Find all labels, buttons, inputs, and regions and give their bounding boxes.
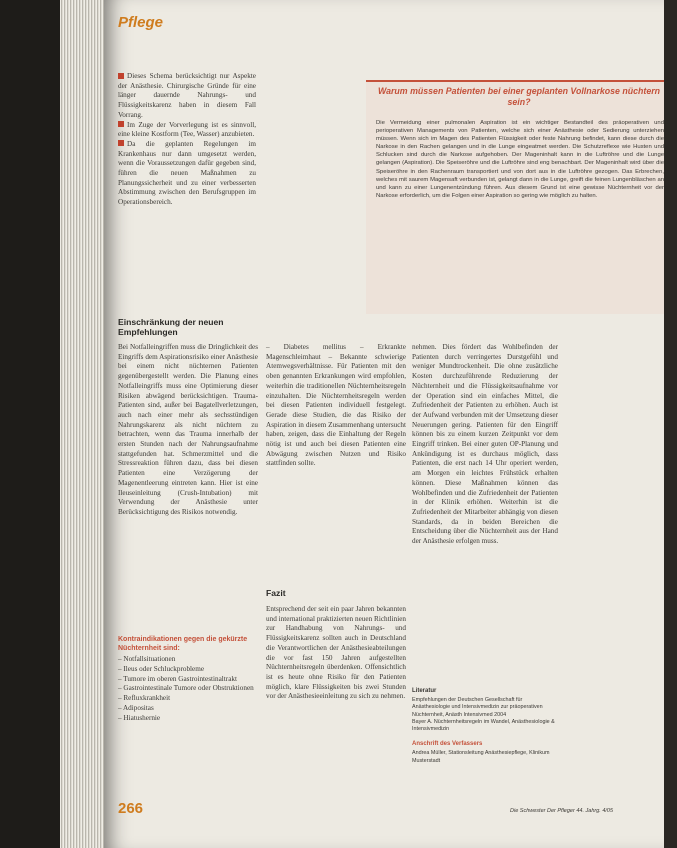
section-heading-fazit: Fazit <box>266 588 286 598</box>
bullet-marker-icon <box>118 73 124 79</box>
bullet-paragraph-2: Im Zuge der Vorverlegung ist es sinnvoll, eine kleine Kostform (Tee, Wasser) anzubieten. <box>118 120 256 139</box>
literature-item: Bayer A. Nüchternheitsregeln im Wandel, Anästhesiologie & Intensivmedizin <box>412 718 555 733</box>
list-item: – Notfallsituationen <box>118 655 176 663</box>
list-item: – Gastrointestinale Tumore oder Obstruktionen <box>118 684 254 693</box>
list-item: – Tumore im oberen Gastrointestinaltrakt <box>118 674 237 683</box>
contraindications-list <box>118 655 258 724</box>
info-box-body: Die Vermeidung einer pulmonalen Aspiration ist ein wichtiger Bestandteil des präoperativen und perioperativen Managements von Patienten, welche sich einer Anästhesie oder Sedierung unterziehen müssen. Wenn sich im Magen des Patienten Flüssigkeit oder feste Nahrung befindet, kann diese durch die Narkose in den Rachen gelangen und in die Lunge eingeatmet werden. Die Schutzreflexe wie Husten und Schlucken sind durch die Narkose aufgehoben. Der Mageninhalt kann in die Luftröhre und die Lunge gelangen (Aspiration). Die Speiseröhre und die Luftröhre sind eng benachbart. Der Mageninhalt wird über die Speiseröhre in den Rachenraum transportiert und von dort aus in die Luftröhre gezogen. Das Erbrechen, welches mit saurem Magensaft verbunden ist, gelangt dann in die Lunge, greift die feinen Lungenbläschen an und kann zu einer Lungenentzündung führen. Aus diesem Grund ist eine gewisse Nüchternheit vor der Narkose erforderlich, um die Folgen einer Aspiration so gering wie möglich zu halten. <box>376 120 664 199</box>
author-heading: Anschrift des Verfassers <box>412 741 483 748</box>
body-text-middle: – Diabetes mellitus – Erkrankte Magenschleimhaut – Bekannte schwierige Atemwegsverhältnisse. Für Patienten mit den oben genannten Erkrankungen wird empfohlen, weiterhin die traditionellen Nüchternheitsregeln einzuhalten. Die Nüchternheitsregeln werden bei diesen Patienten individuell festgelegt. Gerade diese Studien, die das Risiko der Aspiration in diesem Zusammenhang untersucht haben, zeigen, dass die Einhaltung der Regeln nötig ist und auch bei diesen Patienten eine Abwägung zwischen Nutzen und Risiko stattfinden sollte. <box>266 343 406 468</box>
bullet-marker-icon <box>118 140 124 146</box>
bullet-paragraph-1: Dieses Schema berücksichtigt nur Aspekte der Anästhesie. Chirurgische Gründe für eine länger dauernde Nahrungs- und Flüssigkeitskarenz haben in diesem Fall Vorrang. <box>118 72 256 119</box>
info-box <box>366 80 666 314</box>
literature-item: Empfehlungen der Deutschen Gesellschaft für Anästhesiologie und Intensivmedizin zur präoperativen Nüchternheit, Anästh Intensivmed 2004 <box>412 697 543 718</box>
literature-heading: Literatur <box>412 688 437 694</box>
scan-border <box>664 0 677 848</box>
list-item: – Adipositas <box>118 703 154 712</box>
body-text-left: Bei Notfalleingriffen muss die Dringlichkeit des Eingriffs dem Aspirationsrisiko einer Anästhesie bei einem nicht nüchternen Patienten gegenübergestellt werden. Die Planung eines Notfalleingriffs muss eine Optimierung dieser Risiken abwägend berücksichtigen. Trauma-Patienten sind, außer bei Bagatellverletzungen, auch nach einer mehr als sechsstündigen Nahrungskarenz als nicht nüchtern zu betrachten, wenn das Trauma innerhalb der ersten Stunden nach der Nahrungsaufnahme stattgefunden hat. Schmerzmittel und die Stressreaktion führen dazu, dass bei diesen Patienten eine Verzögerung der Magenentleerung eintreten kann. Hier ist eine Ileuseinleitung (Crush-Intubation) mit Verwendung der Anästhesie unter Berücksichtigung des Risikos notwendig. <box>118 343 258 516</box>
body-text-right: nehmen. Dies fördert das Wohlbefinden der Patienten durch verringertes Durstgefühl und weniger Mundtrockenheit. Die ohne zusätzliche Kosten durchzuführende Reduzierung der Nüchternheit und die Flüssigkeitsaufnahme vor der Operation sind ein einfaches Mittel, die Zufriedenheit der Patienten zu erhöhen. Auch ist der Aufwand verbunden mit der Umsetzung dieser Neuerungen gering. Patienten für den Eingriff können bis zu einem kurzen Zeitpunkt vor dem Eingriff trinken. Bei einer guten OP-Planung und Ankündigung ist es durchaus möglich, dass Patienten, die erst nach 14 Uhr operiert werden, am Morgen ein leichtes Frühstück erhalten können. Diese Maßnahmen können das Wohlbefinden und die Zufriedenheit der Patienten in der Klinik erhöhen. Weiterhin ist die Zufriedenheit der Mitarbeiter abhängig von diesen Standards, da in beiden Bereichen die Entscheidung über die Nüchternheit aus der Hand der Anästhesie erfolgen muss. <box>412 343 558 546</box>
list-item: – Hiatushernie <box>118 713 161 722</box>
section-heading-restrictions: Einschränkung der neuen Empfehlungen <box>118 317 224 337</box>
body-text-fazit: Entsprechend der seit ein paar Jahren bekannten und international praktizierten neuen Richtlinien zur Handhabung von Nahrungs- und Flüssigkeitskarenz sollten auch in Deutschland die Verantwortlichen der Anästhesieabteilungen die vor fast 150 Jahren aufgestellten Nüchternheitsregeln überdenken. Offensichtlich ist es heute ohne Risiko für den Patienten möglich, klare Flüssigkeiten bis zwei Stunden vor der Anästhesieeinleitung zu sich zu nehmen. <box>266 605 406 701</box>
intro-bullets <box>118 72 256 208</box>
list-item: – Refluxkrankheit <box>118 694 171 703</box>
contraindications-box <box>118 635 258 724</box>
bullet-marker-icon <box>118 121 124 127</box>
running-head: Pflege <box>118 14 164 31</box>
info-box-title: Warum müssen Patienten bei einer geplanten Vollnarkose nüchtern sein? <box>377 86 661 107</box>
literature-section <box>412 688 558 765</box>
bullet-paragraph-3: Da die geplanten Regelungen im Krankenhaus nur dann umgesetzt werden, wenn die Voraussetzungen dafür gegeben sind, führen die neuen Maßnahmen zu Planungssicherheit und zu einer verbesserten Abstimmung zwischen den Berufsgruppen im Operationsbereich. <box>118 139 256 207</box>
contraindications-title: Kontraindikationen gegen die gekürzte Nüchternheit sind: <box>118 636 248 652</box>
list-item: – Ileus oder Schluckprobleme <box>118 664 205 673</box>
author-address: Andrea Müller, Stationsleitung Anästhesiepflege, Klinikum Musterstadt <box>412 750 550 764</box>
page-footer: Die Schwester Der Pfleger 44. Jahrg. 4/05 <box>510 808 614 814</box>
page-number: 266 <box>118 800 144 817</box>
book-page-edges <box>60 0 104 848</box>
